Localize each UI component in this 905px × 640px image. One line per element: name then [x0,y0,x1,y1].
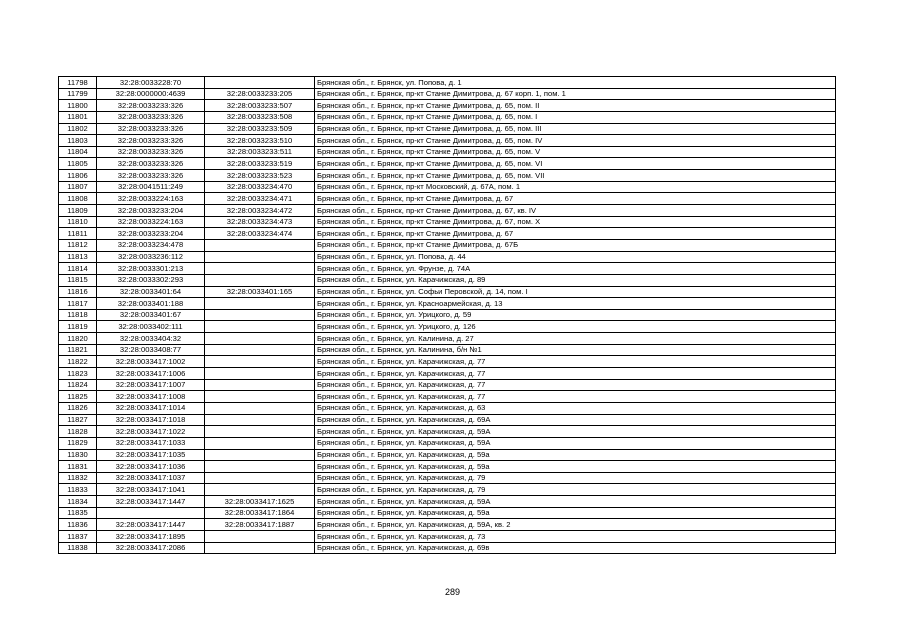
row-number-cell: 11813 [59,251,97,263]
related-cadastral-number-cell [205,309,315,321]
cadastral-number-cell: 32:28:0033417:1007 [97,379,205,391]
related-cadastral-number-cell [205,530,315,542]
address-cell: Брянская обл., г. Брянск, ул. Карачижская, д. 73 [315,530,836,542]
table-row [59,193,836,205]
address-cell: Брянская обл., г. Брянск, ул. Карачижская, д. 77 [315,368,836,380]
cadastral-number-cell: 32:28:0033408:77 [97,344,205,356]
row-number-cell: 11822 [59,356,97,368]
address-cell: Брянская обл., г. Брянск, ул. Карачижская, д. 59А [315,426,836,438]
row-number-cell: 11811 [59,228,97,240]
address-cell: Брянская обл., г. Брянск, пр-кт Станке Димитрова, д. 67Б [315,239,836,251]
row-number-cell: 11804 [59,146,97,158]
cadastral-number-cell: 32:28:0033417:1018 [97,414,205,426]
related-cadastral-number-cell [205,414,315,426]
address-cell: Брянская обл., г. Брянск, ул. Карачижская, д. 69в [315,542,836,554]
address-cell: Брянская обл., г. Брянск, ул. Софьи Перовской, д. 14, пом. I [315,286,836,298]
row-number-cell: 11830 [59,449,97,461]
table-row [59,530,836,542]
cadastral-number-cell: 32:28:0033301:213 [97,263,205,275]
cadastral-number-cell: 32:28:0033417:1041 [97,484,205,496]
row-number-cell: 11832 [59,472,97,484]
row-number-cell: 11828 [59,426,97,438]
table-row [59,205,836,217]
row-number-cell: 11837 [59,530,97,542]
row-number-cell: 11806 [59,170,97,182]
cadastral-number-cell: 32:28:0041511:249 [97,181,205,193]
row-number-cell: 11829 [59,437,97,449]
row-number-cell: 11827 [59,414,97,426]
related-cadastral-number-cell: 32:28:0033233:507 [205,100,315,112]
related-cadastral-number-cell [205,239,315,251]
address-cell: Брянская обл., г. Брянск, пр-кт Станке Димитрова, д. 67 корп. 1, пом. 1 [315,88,836,100]
related-cadastral-number-cell: 32:28:0033233:508 [205,111,315,123]
related-cadastral-number-cell [205,298,315,310]
row-number-cell: 11824 [59,379,97,391]
table-row [59,333,836,345]
address-cell: Брянская обл., г. Брянск, пр-кт Станке Димитрова, д. 65, пом. VI [315,158,836,170]
address-cell: Брянская обл., г. Брянск, ул. Карачижская, д. 77 [315,379,836,391]
row-number-cell: 11805 [59,158,97,170]
related-cadastral-number-cell [205,251,315,263]
table-row [59,519,836,531]
row-number-cell: 11800 [59,100,97,112]
address-cell: Брянская обл., г. Брянск, ул. Карачижская, д. 59а [315,507,836,519]
table-row [59,158,836,170]
cadastral-number-cell: 32:28:0033417:1447 [97,519,205,531]
cadastral-number-cell: 32:28:0033234:478 [97,239,205,251]
related-cadastral-number-cell [205,379,315,391]
address-cell: Брянская обл., г. Брянск, пр-кт Московский, д. 67А, пом. 1 [315,181,836,193]
cadastral-number-cell: 32:28:0033417:1022 [97,426,205,438]
table-row [59,391,836,403]
related-cadastral-number-cell [205,274,315,286]
related-cadastral-number-cell [205,542,315,554]
table-row [59,100,836,112]
address-cell: Брянская обл., г. Брянск, ул. Калинина, б/н №1 [315,344,836,356]
row-number-cell: 11812 [59,239,97,251]
row-number-cell: 11808 [59,193,97,205]
related-cadastral-number-cell: 32:28:0033234:472 [205,205,315,217]
address-cell: Брянская обл., г. Брянск, пр-кт Станке Димитрова, д. 65, пом. VII [315,170,836,182]
cadastral-number-cell: 32:28:0033401:64 [97,286,205,298]
table-row [59,507,836,519]
cadastral-number-cell: 32:28:0033417:1008 [97,391,205,403]
table-row [59,321,836,333]
cadastral-number-cell: 32:28:0033233:204 [97,228,205,240]
row-number-cell: 11820 [59,333,97,345]
row-number-cell: 11823 [59,368,97,380]
cadastral-number-cell: 32:28:0033233:326 [97,170,205,182]
address-cell: Брянская обл., г. Брянск, пр-кт Станке Димитрова, д. 67 [315,193,836,205]
address-cell: Брянская обл., г. Брянск, ул. Урицкого, д. 59 [315,309,836,321]
address-cell: Брянская обл., г. Брянск, ул. Карачижская, д. 79 [315,484,836,496]
address-cell: Брянская обл., г. Брянск, пр-кт Станке Димитрова, д. 65, пом. III [315,123,836,135]
table-row [59,344,836,356]
address-cell: Брянская обл., г. Брянск, ул. Карачижская, д. 59а [315,449,836,461]
table-row [59,216,836,228]
cadastral-number-cell: 32:28:0033401:67 [97,309,205,321]
cadastral-number-cell: 32:28:0033417:1447 [97,496,205,508]
registry-table-body [59,77,836,554]
row-number-cell: 11817 [59,298,97,310]
related-cadastral-number-cell: 32:28:0033233:523 [205,170,315,182]
table-row [59,181,836,193]
address-cell: Брянская обл., г. Брянск, пр-кт Станке Димитрова, д. 65, пом. IV [315,135,836,147]
address-cell: Брянская обл., г. Брянск, ул. Попова, д. 44 [315,251,836,263]
related-cadastral-number-cell: 32:28:0033233:511 [205,146,315,158]
cadastral-number-cell: 32:28:0033417:1895 [97,530,205,542]
table-row [59,461,836,473]
related-cadastral-number-cell: 32:28:0033234:471 [205,193,315,205]
address-cell: Брянская обл., г. Брянск, ул. Карачижская, д. 59А [315,496,836,508]
related-cadastral-number-cell: 32:28:0033234:473 [205,216,315,228]
cadastral-number-cell: 32:28:0033417:1037 [97,472,205,484]
cadastral-number-cell: 32:28:0033233:204 [97,205,205,217]
related-cadastral-number-cell [205,437,315,449]
cadastral-number-cell: 32:28:0000000:4639 [97,88,205,100]
row-number-cell: 11810 [59,216,97,228]
table-row [59,88,836,100]
related-cadastral-number-cell: 32:28:0033234:470 [205,181,315,193]
cadastral-number-cell: 32:28:0033228:70 [97,77,205,89]
table-row [59,239,836,251]
table-row [59,542,836,554]
row-number-cell: 11816 [59,286,97,298]
table-row [59,251,836,263]
table-row [59,437,836,449]
row-number-cell: 11815 [59,274,97,286]
address-cell: Брянская обл., г. Брянск, ул. Карачижская, д. 79 [315,472,836,484]
address-cell: Брянская обл., г. Брянск, ул. Красноармейская, д. 13 [315,298,836,310]
address-cell: Брянская обл., г. Брянск, ул. Карачижская, д. 59а [315,461,836,473]
row-number-cell: 11835 [59,507,97,519]
row-number-cell: 11798 [59,77,97,89]
related-cadastral-number-cell: 32:28:0033233:519 [205,158,315,170]
related-cadastral-number-cell [205,321,315,333]
related-cadastral-number-cell [205,472,315,484]
row-number-cell: 11834 [59,496,97,508]
cadastral-number-cell: 32:28:0033233:326 [97,111,205,123]
related-cadastral-number-cell [205,402,315,414]
related-cadastral-number-cell: 32:28:0033401:165 [205,286,315,298]
table-row [59,484,836,496]
address-cell: Брянская обл., г. Брянск, пр-кт Станке Димитрова, д. 65, пом. I [315,111,836,123]
row-number-cell: 11801 [59,111,97,123]
table-row [59,123,836,135]
row-number-cell: 11814 [59,263,97,275]
related-cadastral-number-cell [205,344,315,356]
table-row [59,379,836,391]
cadastral-number-cell: 32:28:0033233:326 [97,146,205,158]
table-row [59,111,836,123]
row-number-cell: 11833 [59,484,97,496]
table-row [59,309,836,321]
address-cell: Брянская обл., г. Брянск, ул. Карачижская, д. 69А [315,414,836,426]
cadastral-number-cell: 32:28:0033417:1002 [97,356,205,368]
row-number-cell: 11818 [59,309,97,321]
address-cell: Брянская обл., г. Брянск, ул. Калинина, д. 27 [315,333,836,345]
related-cadastral-number-cell [205,263,315,275]
address-cell: Брянская обл., г. Брянск, пр-кт Станке Димитрова, д. 65, пом. II [315,100,836,112]
cadastral-number-cell: 32:28:0033417:2086 [97,542,205,554]
table-row [59,263,836,275]
cadastral-number-cell: 32:28:0033236:112 [97,251,205,263]
table-row [59,426,836,438]
related-cadastral-number-cell [205,333,315,345]
page-number: 289 [444,587,461,597]
cadastral-number-cell: 32:28:0033233:326 [97,158,205,170]
related-cadastral-number-cell [205,426,315,438]
address-cell: Брянская обл., г. Брянск, ул. Карачижская, д. 89 [315,274,836,286]
cadastral-number-cell: 32:28:0033417:1006 [97,368,205,380]
address-cell: Брянская обл., г. Брянск, пр-кт Станке Димитрова, д. 65, пом. V [315,146,836,158]
table-row [59,77,836,89]
table-row [59,228,836,240]
related-cadastral-number-cell [205,356,315,368]
cadastral-number-cell: 32:28:0033402:111 [97,321,205,333]
related-cadastral-number-cell: 32:28:0033234:474 [205,228,315,240]
address-cell: Брянская обл., г. Брянск, ул. Карачижская, д. 77 [315,391,836,403]
related-cadastral-number-cell: 32:28:0033417:1864 [205,507,315,519]
cadastral-number-cell: 32:28:0033404:32 [97,333,205,345]
row-number-cell: 11825 [59,391,97,403]
row-number-cell: 11809 [59,205,97,217]
row-number-cell: 11838 [59,542,97,554]
cadastral-number-cell: 32:28:0033417:1035 [97,449,205,461]
table-row [59,146,836,158]
table-row [59,402,836,414]
cadastral-number-cell: 32:28:0033417:1033 [97,437,205,449]
row-number-cell: 11803 [59,135,97,147]
row-number-cell: 11821 [59,344,97,356]
table-row [59,449,836,461]
cadastral-number-cell: 32:28:0033233:326 [97,123,205,135]
cadastral-number-cell: 32:28:0033224:163 [97,216,205,228]
cadastral-number-cell: 32:28:0033233:326 [97,135,205,147]
table-row [59,472,836,484]
cadastral-number-cell [97,507,205,519]
address-cell: Брянская обл., г. Брянск, ул. Карачижская, д. 59А, кв. 2 [315,519,836,531]
cadastral-number-cell: 32:28:0033401:188 [97,298,205,310]
address-cell: Брянская обл., г. Брянск, ул. Карачижская, д. 77 [315,356,836,368]
row-number-cell: 11802 [59,123,97,135]
related-cadastral-number-cell [205,461,315,473]
address-cell: Брянская обл., г. Брянск, ул. Попова, д. 1 [315,77,836,89]
related-cadastral-number-cell: 32:28:0033233:509 [205,123,315,135]
related-cadastral-number-cell [205,484,315,496]
address-cell: Брянская обл., г. Брянск, ул. Карачижская, д. 63 [315,402,836,414]
related-cadastral-number-cell [205,391,315,403]
related-cadastral-number-cell [205,77,315,89]
cadastral-number-cell: 32:28:0033417:1036 [97,461,205,473]
address-cell: Брянская обл., г. Брянск, пр-кт Станке Димитрова, д. 67 [315,228,836,240]
table-row [59,170,836,182]
related-cadastral-number-cell [205,368,315,380]
table-row [59,414,836,426]
address-cell: Брянская обл., г. Брянск, ул. Карачижская, д. 59А [315,437,836,449]
cadastral-number-cell: 32:28:0033302:293 [97,274,205,286]
row-number-cell: 11826 [59,402,97,414]
cadastral-number-cell: 32:28:0033224:163 [97,193,205,205]
row-number-cell: 11799 [59,88,97,100]
table-row [59,368,836,380]
row-number-cell: 11819 [59,321,97,333]
table-row [59,298,836,310]
table-row [59,356,836,368]
address-cell: Брянская обл., г. Брянск, ул. Фрунзе, д. 74А [315,263,836,275]
cadastral-number-cell: 32:28:0033417:1014 [97,402,205,414]
related-cadastral-number-cell: 32:28:0033233:510 [205,135,315,147]
address-cell: Брянская обл., г. Брянск, пр-кт Станке Димитрова, д. 67, кв. IV [315,205,836,217]
cadastral-number-cell: 32:28:0033233:326 [97,100,205,112]
related-cadastral-number-cell: 32:28:0033233:205 [205,88,315,100]
row-number-cell: 11836 [59,519,97,531]
row-number-cell: 11831 [59,461,97,473]
address-cell: Брянская обл., г. Брянск, ул. Урицкого, д. 126 [315,321,836,333]
property-registry-table [58,76,836,554]
address-cell: Брянская обл., г. Брянск, пр-кт Станке Димитрова, д. 67, пом. X [315,216,836,228]
related-cadastral-number-cell: 32:28:0033417:1887 [205,519,315,531]
table-row [59,274,836,286]
related-cadastral-number-cell: 32:28:0033417:1625 [205,496,315,508]
table-row [59,496,836,508]
table-row [59,135,836,147]
table-row [59,286,836,298]
related-cadastral-number-cell [205,449,315,461]
row-number-cell: 11807 [59,181,97,193]
